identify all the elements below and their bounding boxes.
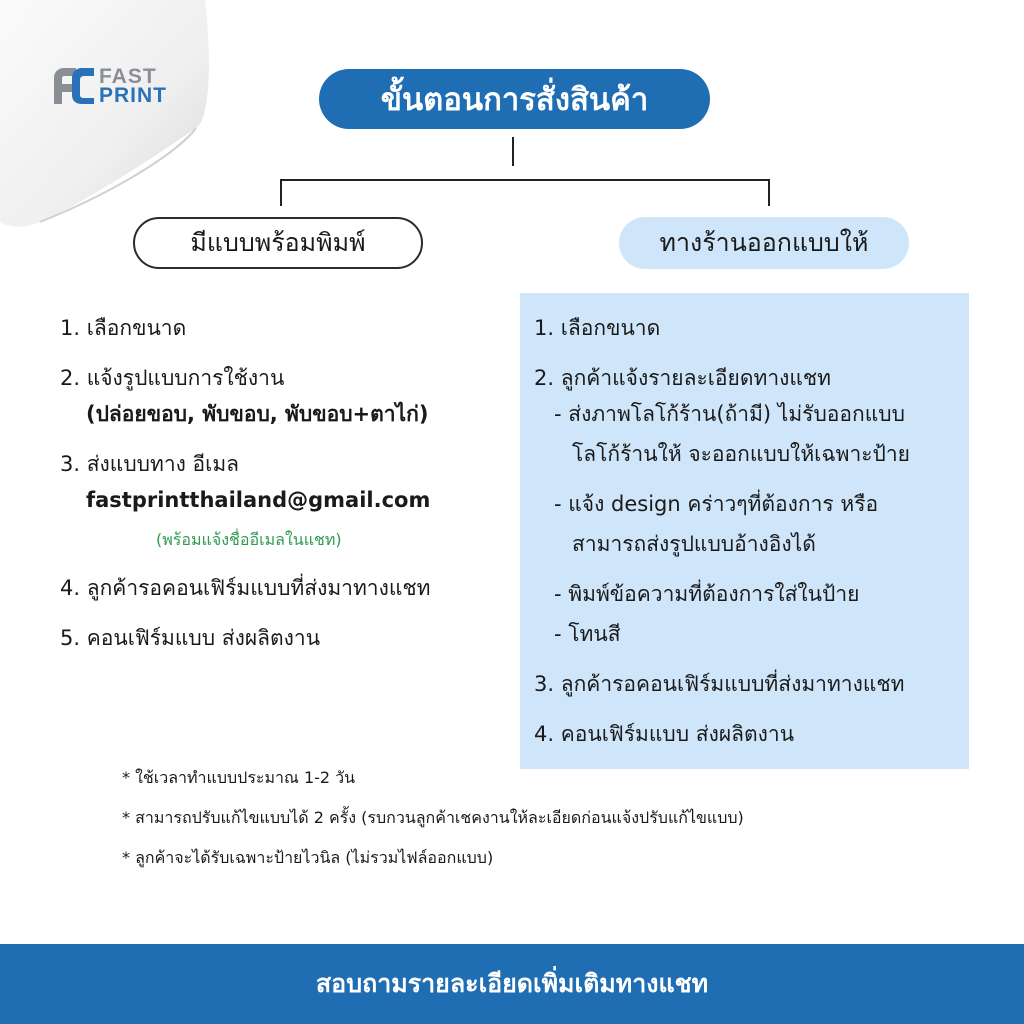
logo-text-print: PRINT xyxy=(99,84,167,107)
right-bullet-logo-line-1: - ส่งภาพโลโก้ร้าน(ถ้ามี) ไม่รับออกแบบ xyxy=(554,402,905,426)
shop-designs-heading: ทางร้านออกแบบให้ xyxy=(619,217,909,269)
note-item: * สามารถปรับแก้ไขแบบได้ 2 ครั้ง (รบกวนลูกค้าเชคงานให้ละเอียดก่อนแจ้งปรับแก้ไขแบบ) xyxy=(122,808,744,827)
footer-banner: สอบถามรายละเอียดเพิ่มเติมทางแชท xyxy=(0,944,1024,1024)
left-step-1: 1. เลือกขนาด xyxy=(60,316,187,340)
left-step-2: 2. แจ้งรูปแบบการใช้งาน xyxy=(60,366,285,390)
shop-designs-steps xyxy=(534,308,974,764)
right-step-3: 3. ลูกค้ารอคอนเฟิร์มแบบที่ส่งมาทางแชท xyxy=(534,672,905,696)
notes-list xyxy=(122,762,744,882)
contact-email: fastprintthailand@gmail.com xyxy=(86,488,431,512)
left-step-3: 3. ส่งแบบทาง อีเมล xyxy=(60,452,240,476)
ready-to-print-steps xyxy=(60,308,510,668)
left-step-2-detail: (ปล่อยขอบ, พับขอบ, พับขอบ+ตาไก่) xyxy=(86,402,429,426)
right-step-1: 1. เลือกขนาด xyxy=(534,316,661,340)
right-bullet-design-line-2: สามารถส่งรูปแบบอ้างอิงได้ xyxy=(572,532,816,556)
ready-to-print-heading: มีแบบพร้อมพิมพ์ xyxy=(133,217,423,269)
right-bullet-design-line-1: - แจ้ง design คร่าวๆที่ต้องการ หรือ xyxy=(554,492,879,516)
left-step-4: 4. ลูกค้ารอคอนเฟิร์มแบบที่ส่งมาทางแชท xyxy=(60,576,431,600)
note-item: * ใช้เวลาทำแบบประมาณ 1-2 วัน xyxy=(122,768,356,787)
left-step-5: 5. คอนเฟิร์มแบบ ส่งผลิตงาน xyxy=(60,626,321,650)
right-bullet-color-tone: - โทนสี xyxy=(554,622,621,646)
right-step-2: 2. ลูกค้าแจ้งรายละเอียดทางแชท xyxy=(534,366,832,390)
email-note: (พร้อมแจ้งชื่ออีเมลในแชท) xyxy=(156,530,342,549)
right-step-4: 4. คอนเฟิร์มแบบ ส่งผลิตงาน xyxy=(534,722,795,746)
page-title: ขั้นตอนการสั่งสินค้า xyxy=(319,69,710,129)
right-bullet-logo-line-2: โลโก้ร้านให้ จะออกแบบให้เฉพาะป้าย xyxy=(572,442,910,466)
right-bullet-text: - พิมพ์ข้อความที่ต้องการใส่ในป้าย xyxy=(554,582,860,606)
logo-text-fast: FAST xyxy=(99,65,157,88)
note-item: * ลูกค้าจะได้รับเฉพาะป้ายไวนิล (ไม่รวมไฟล์ออกแบบ) xyxy=(122,848,494,867)
